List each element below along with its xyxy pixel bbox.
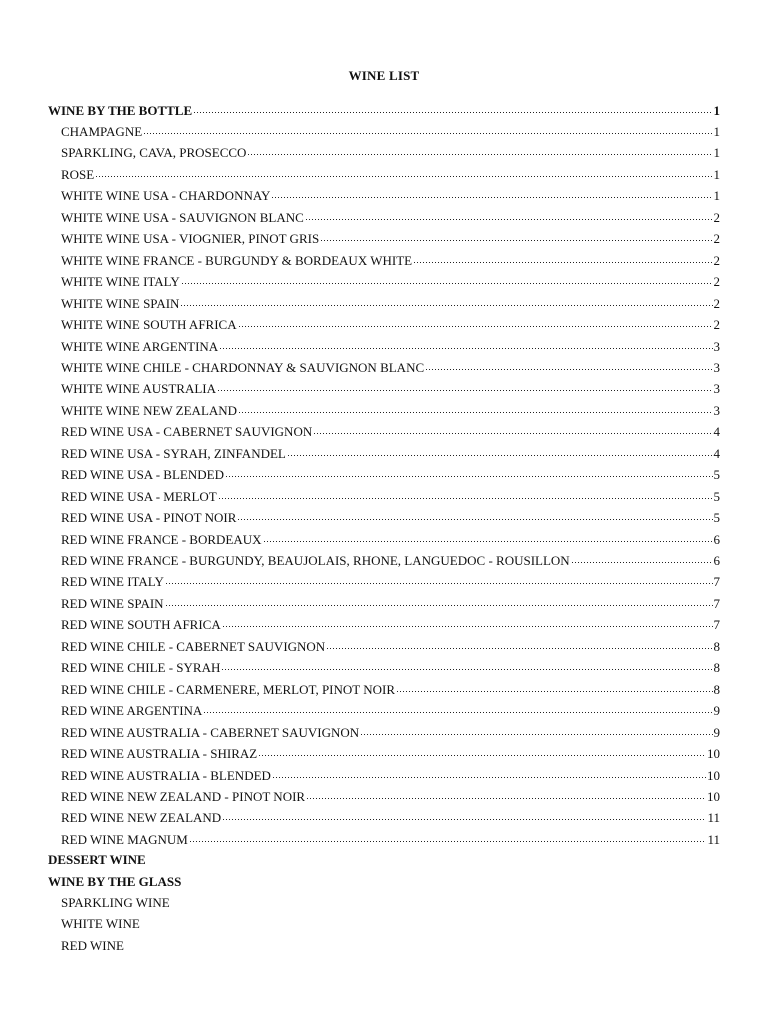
- toc-entry-label: RED WINE FRANCE - BURGUNDY, BEAUJOLAIS, RHONE, LANGUEDOC - ROUSILLON: [61, 553, 570, 568]
- dot-leader: [263, 528, 713, 544]
- dot-leader: [305, 206, 713, 222]
- toc-entry-page: 3: [713, 360, 720, 375]
- dot-leader: [238, 313, 713, 329]
- dot-leader: [326, 635, 712, 651]
- dot-leader: [396, 678, 712, 694]
- toc-entry-label: WHITE WINE ARGENTINA: [61, 339, 219, 354]
- dot-leader: [313, 420, 712, 436]
- dot-leader: [222, 613, 713, 629]
- toc-entry: [61, 613, 720, 633]
- dot-leader: [95, 163, 712, 179]
- toc-entry: [61, 227, 720, 247]
- dot-leader: [238, 399, 712, 415]
- dot-leader: [221, 656, 712, 672]
- toc-entry-page: 2: [713, 296, 720, 311]
- toc-section-wine-by-the-glass: WINE BY THE GLASS: [48, 874, 182, 889]
- toc-entry: [61, 163, 720, 183]
- toc-entry-label: RED WINE MAGNUM: [61, 832, 188, 847]
- toc-entry-page: 11: [707, 832, 720, 847]
- dot-leader: [217, 377, 712, 393]
- toc-entry-label: RED WINE AUSTRALIA - CABERNET SAUVIGNON: [61, 725, 360, 740]
- toc-entry-page: 7: [713, 617, 720, 632]
- toc-entry-page: 1: [713, 167, 720, 182]
- toc-entry-page: 4: [713, 446, 720, 461]
- toc-entry-page: 2: [713, 317, 720, 332]
- dot-leader: [320, 227, 712, 243]
- toc-entry-page: 2: [713, 274, 720, 289]
- toc-entry-label: RED WINE USA - SYRAH, ZINFANDEL: [61, 446, 286, 461]
- toc-entry: [61, 656, 720, 676]
- dot-leader: [413, 249, 712, 265]
- toc-entry-label: WHITE WINE SPAIN: [61, 296, 180, 311]
- toc-entry-page: 6: [713, 553, 720, 568]
- toc-entry: [61, 420, 720, 440]
- toc-section-dessert-wine: DESSERT WINE: [48, 852, 146, 867]
- toc-entry: [61, 592, 720, 612]
- dot-leader: [571, 549, 713, 565]
- toc-entry: [61, 377, 720, 397]
- toc-entry: [61, 249, 720, 269]
- dot-leader: [218, 485, 713, 501]
- toc-entry-label: WHITE WINE FRANCE - BURGUNDY & BORDEAUX WHITE: [61, 253, 413, 268]
- toc-entry-label: WHITE WINE NEW ZEALAND: [61, 403, 238, 418]
- toc-entry: [61, 678, 720, 698]
- document-title: WINE LIST: [348, 68, 420, 83]
- toc-entry-label: WHITE WINE USA - SAUVIGNON BLANC: [61, 210, 304, 225]
- toc-entry-label: RED WINE ARGENTINA: [61, 703, 203, 718]
- toc-section-wine-by-the-bottle: [48, 99, 720, 119]
- toc-entry-page: 10: [707, 768, 720, 783]
- toc-entry-label: SPARKLING, CAVA, PROSECCO: [61, 145, 247, 160]
- glass-item: RED WINE: [61, 938, 124, 953]
- dot-leader: [219, 335, 712, 351]
- dot-leader: [237, 506, 712, 522]
- toc-entry-page: 1: [713, 103, 720, 118]
- dot-leader: [143, 120, 712, 136]
- toc-entry-page: 5: [713, 467, 720, 482]
- dot-leader: [189, 828, 707, 844]
- toc-entry-page: 2: [713, 210, 720, 225]
- toc-entry-page: 2: [713, 253, 720, 268]
- toc-entry: [61, 399, 720, 419]
- dot-leader: [272, 764, 706, 780]
- toc-entry-page: 4: [713, 424, 720, 439]
- toc-entry-label: RED WINE AUSTRALIA - SHIRAZ: [61, 746, 258, 761]
- toc-entry-label: RED WINE NEW ZEALAND - PINOT NOIR: [61, 789, 306, 804]
- toc-entry-label: WHITE WINE SOUTH AFRICA: [61, 317, 237, 332]
- toc-entry-label: WHITE WINE ITALY: [61, 274, 180, 289]
- dot-leader: [225, 463, 713, 479]
- toc-entry-page: 10: [707, 789, 720, 804]
- toc-entry-page: 8: [713, 639, 720, 654]
- toc-entry-label: RED WINE FRANCE - BORDEAUX: [61, 532, 262, 547]
- dot-leader: [165, 592, 713, 608]
- toc-entry-page: 9: [713, 703, 720, 718]
- toc-entry-label: WHITE WINE CHILE - CHARDONNAY & SAUVIGNON BLANC: [61, 360, 425, 375]
- toc-entry: [61, 721, 720, 741]
- toc-entry-label: WHITE WINE USA - CHARDONNAY: [61, 188, 271, 203]
- toc-entry: [61, 828, 720, 848]
- toc-entry-label: RED WINE AUSTRALIA - BLENDED: [61, 768, 271, 783]
- toc-entry: [61, 463, 720, 483]
- toc-entry-page: 5: [713, 489, 720, 504]
- dot-leader: [306, 785, 706, 801]
- dot-leader: [271, 184, 712, 200]
- toc-entry: [61, 699, 720, 719]
- toc-entry: [61, 120, 720, 140]
- toc-entry: [61, 356, 720, 376]
- toc-entry-page: 1: [713, 124, 720, 139]
- toc-entry-label: WHITE WINE AUSTRALIA: [61, 381, 217, 396]
- dot-leader: [193, 99, 712, 115]
- toc-entry-label: RED WINE NEW ZEALAND: [61, 810, 222, 825]
- toc-entry-page: 11: [707, 810, 720, 825]
- toc-entry: [61, 442, 720, 462]
- toc-entry-page: 7: [713, 596, 720, 611]
- toc-entry-page: 1: [713, 145, 720, 160]
- toc-entry-page: 3: [713, 403, 720, 418]
- toc-entry: [61, 635, 720, 655]
- toc-entry: [61, 292, 720, 312]
- toc-entry: [61, 270, 720, 290]
- toc-entry: [61, 806, 720, 826]
- toc-entry-label: RED WINE ITALY: [61, 574, 164, 589]
- toc-entry-page: 6: [713, 532, 720, 547]
- toc-entry-page: 10: [707, 746, 720, 761]
- toc-entry: [61, 785, 720, 805]
- glass-item: SPARKLING WINE: [61, 895, 170, 910]
- toc-entry: [61, 528, 720, 548]
- toc-entry-label: WHITE WINE USA - VIOGNIER, PINOT GRIS: [61, 231, 320, 246]
- dot-leader: [287, 442, 713, 458]
- dot-leader: [180, 292, 712, 308]
- dot-leader: [181, 270, 713, 286]
- toc-entry: [61, 313, 720, 333]
- toc-entry-page: 1: [713, 188, 720, 203]
- dot-leader: [247, 141, 712, 157]
- toc-entry: [61, 549, 720, 569]
- toc-entry-page: 3: [713, 339, 720, 354]
- toc-entry-page: 5: [713, 510, 720, 525]
- toc-entry-label: RED WINE CHILE - SYRAH: [61, 660, 221, 675]
- dot-leader: [425, 356, 712, 372]
- toc-entry: [61, 570, 720, 590]
- toc-entry: [61, 506, 720, 526]
- toc-entry-label: RED WINE CHILE - CABERNET SAUVIGNON: [61, 639, 326, 654]
- toc-entry: [61, 184, 720, 204]
- toc-entry-label: WINE BY THE BOTTLE: [48, 103, 193, 118]
- dot-leader: [203, 699, 712, 715]
- dot-leader: [222, 806, 706, 822]
- toc-entry-page: 8: [713, 682, 720, 697]
- toc-entry-page: 2: [713, 231, 720, 246]
- toc-entry-page: 8: [713, 660, 720, 675]
- toc-entry-label: RED WINE USA - CABERNET SAUVIGNON: [61, 424, 313, 439]
- toc-entry-label: RED WINE SPAIN: [61, 596, 164, 611]
- toc-entry-page: 3: [713, 381, 720, 396]
- toc-entry-label: RED WINE USA - BLENDED: [61, 467, 224, 482]
- toc-entry: [61, 485, 720, 505]
- toc-entry: [61, 742, 720, 762]
- toc-entry-label: RED WINE USA - MERLOT: [61, 489, 217, 504]
- toc-entry-page: 9: [713, 725, 720, 740]
- toc-entry-label: RED WINE USA - PINOT NOIR: [61, 510, 237, 525]
- toc-entry: [61, 141, 720, 161]
- toc-entry-label: CHAMPAGNE: [61, 124, 143, 139]
- dot-leader: [360, 721, 712, 737]
- glass-item: WHITE WINE: [61, 916, 140, 931]
- toc-entry-label: ROSE: [61, 167, 95, 182]
- toc-entry: [61, 206, 720, 226]
- toc-entry-label: RED WINE SOUTH AFRICA: [61, 617, 221, 632]
- toc-entry-page: 7: [713, 574, 720, 589]
- dot-leader: [165, 570, 713, 586]
- toc-entry-label: RED WINE CHILE - CARMENERE, MERLOT, PINOT NOIR: [61, 682, 396, 697]
- toc-entry: [61, 335, 720, 355]
- dot-leader: [258, 742, 706, 758]
- toc-entry: [61, 764, 720, 784]
